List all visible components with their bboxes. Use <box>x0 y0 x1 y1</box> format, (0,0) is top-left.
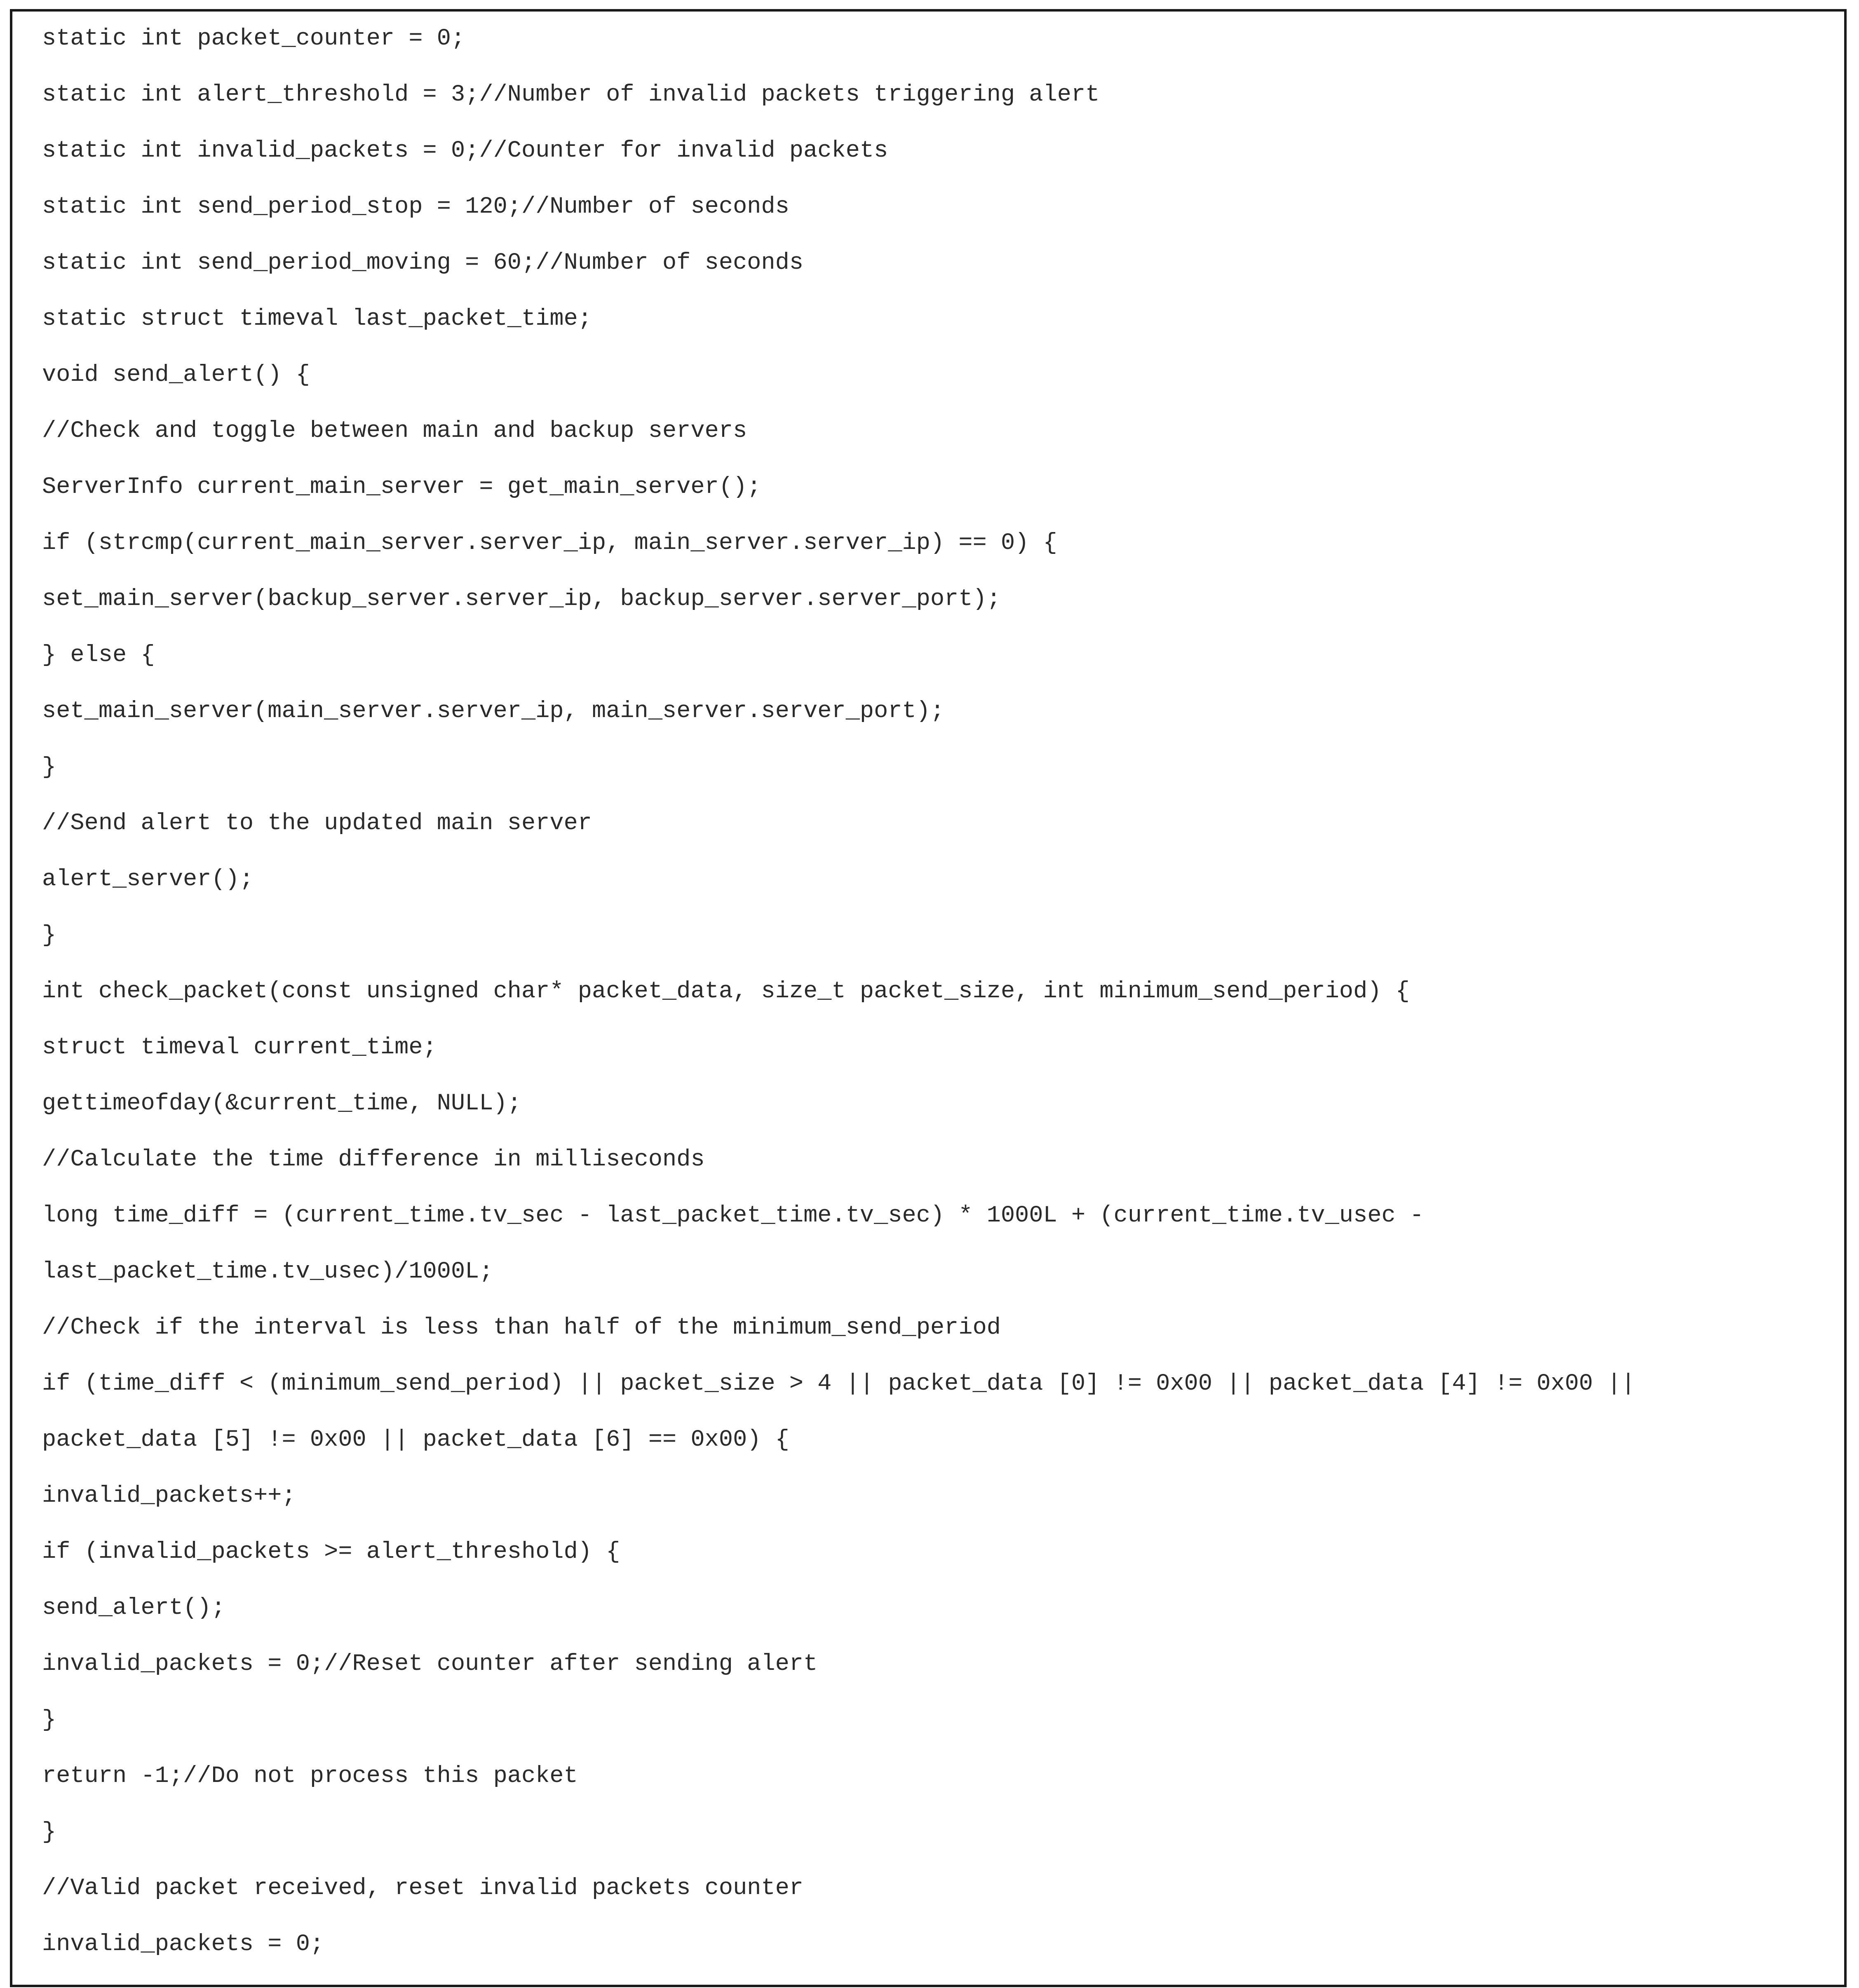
code-line: static int alert_threshold = 3;//Number of invalid packets triggering alert <box>42 82 1100 108</box>
code-line: static int invalid_packets = 0;//Counter for invalid packets <box>42 138 888 164</box>
code-listing-frame <box>10 9 1847 1987</box>
code-line: last_packet_time.tv_usec)/1000L; <box>42 1259 493 1285</box>
code-line: return -1;//Do not process this packet <box>42 1763 578 1789</box>
code-line: invalid_packets = 0;//Reset counter after sending alert <box>42 1651 818 1677</box>
code-line: static struct timeval last_packet_time; <box>42 306 592 332</box>
code-line: int check_packet(const unsigned char* packet_data, size_t packet_size, int minimum_send_period) { <box>42 978 1410 1005</box>
code-line: //Calculate the time difference in milliseconds <box>42 1146 705 1173</box>
code-line: //Valid packet received, reset invalid packets counter <box>42 1875 804 1901</box>
code-line: ServerInfo current_main_server = get_main_server(); <box>42 474 761 500</box>
code-line: static int packet_counter = 0; <box>42 26 465 52</box>
code-line: static int send_period_moving = 60;//Number of seconds <box>42 250 804 276</box>
code-line: set_main_server(main_server.server_ip, main_server.server_port); <box>42 698 945 724</box>
code-line: void send_alert() { <box>42 362 310 388</box>
code-line: set_main_server(backup_server.server_ip, backup_server.server_port); <box>42 586 1001 612</box>
code-line: packet_data [5] != 0x00 || packet_data [6] == 0x00) { <box>42 1427 789 1453</box>
code-line: gettimeofday(&current_time, NULL); <box>42 1090 521 1117</box>
code-line: invalid_packets = 0; <box>42 1931 324 1958</box>
code-line: if (time_diff < (minimum_send_period) || packet_size > 4 || packet_data [0] != 0x00 || packet_data [4] != 0x00 || <box>42 1371 1636 1397</box>
code-line: } <box>42 754 56 781</box>
code-line: invalid_packets++; <box>42 1483 296 1509</box>
code-line: //Check and toggle between main and backup servers <box>42 418 747 444</box>
code-line: //Check if the interval is less than half of the minimum_send_period <box>42 1315 1001 1341</box>
code-line: struct timeval current_time; <box>42 1034 437 1061</box>
code-line: } else { <box>42 642 155 668</box>
code-line: static int send_period_stop = 120;//Number of seconds <box>42 194 789 220</box>
code-line: alert_server(); <box>42 866 254 893</box>
code-line: //Send alert to the updated main server <box>42 810 592 837</box>
code-line: if (strcmp(current_main_server.server_ip, main_server.server_ip) == 0) { <box>42 530 1057 556</box>
code-listing <box>42 26 1635 1988</box>
code-line: } <box>42 922 56 949</box>
code-line: } <box>42 1819 56 1845</box>
code-line: if (invalid_packets >= alert_threshold) { <box>42 1539 620 1565</box>
code-line: } <box>42 1707 56 1733</box>
code-line: send_alert(); <box>42 1595 225 1621</box>
code-line: long time_diff = (current_time.tv_sec - last_packet_time.tv_sec) * 1000L + (current_time.tv_usec - <box>42 1203 1424 1229</box>
